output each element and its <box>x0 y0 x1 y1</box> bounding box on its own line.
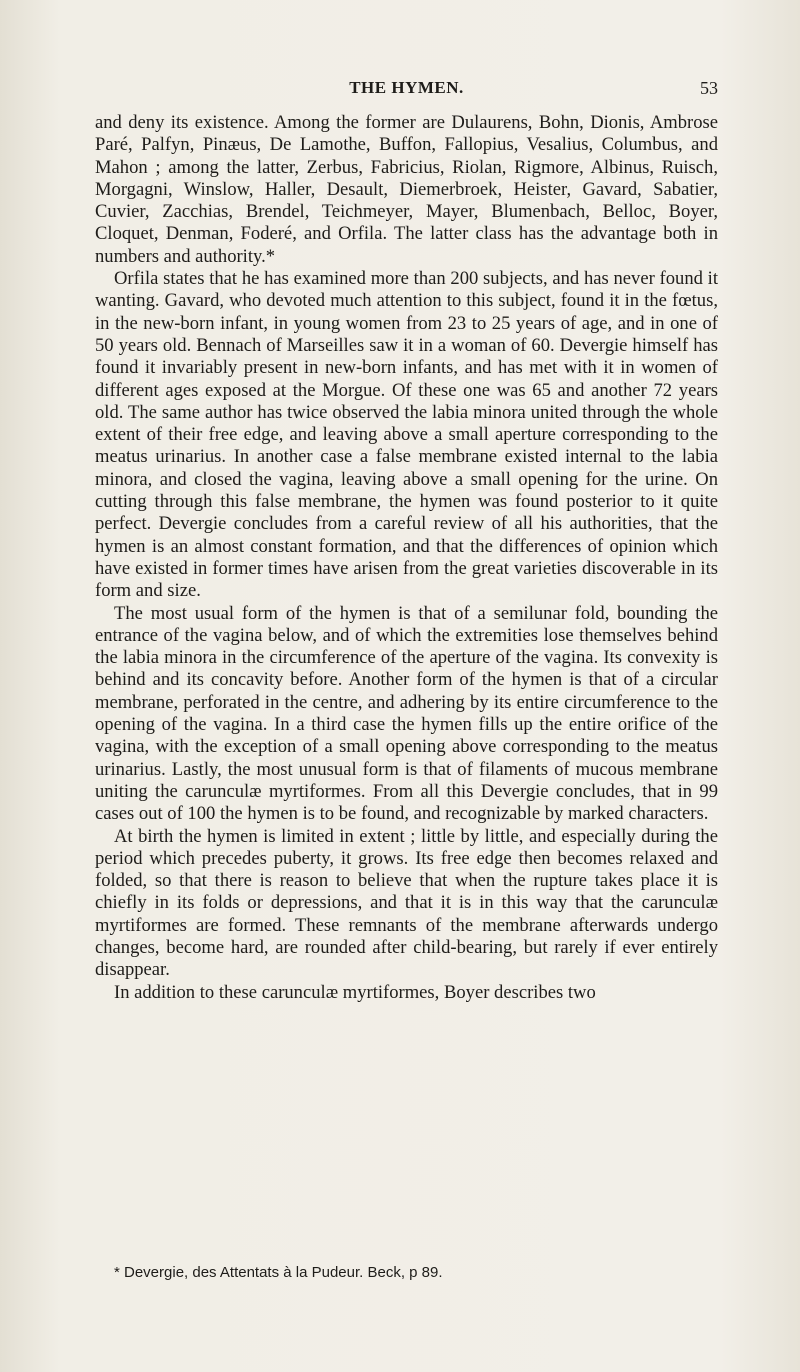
footnote: * Devergie, des Attentats à la Pudeur. Beck, p 89. <box>114 1264 443 1281</box>
paragraph-continuation: and deny its existence. Among the former are Dulaurens, Bohn, Dionis, Ambrose Paré, Palfyn, Pinæus, De Lamothe, Buffon, Fallopius, Vesalius, Columbus, and Mahon ; among the latter, Zerbus, Fabricius, Riolan, Rigmore, Albinus, Ruisch, Morgagni, Winslow, Haller, Desault, Diemerbroek, Heister, Gavard, Sabatier, Cuvier, Zacchias, Brendel, Teichmeyer, Mayer, Blumenbach, Belloc, Boyer, Cloquet, Denman, Foderé, and Orfila. The latter class has the advantage both in numbers and authority.* <box>95 112 718 267</box>
paragraph-usual-form: The most usual form of the hymen is that of a semilunar fold, bounding the entrance of the vagina below, and of which the extremities lose themselves behind the labia minora in the circumference of the aperture of the vagina. Its convexity is behind and its concavity before. Another form of the hymen is that of a circular membrane, perforated in the centre, and adhering by its entire circumference to the opening of the vagina. In a third case the hymen fills up the entire orifice of the vagina, with the exception of a small opening above corresponding to the meatus urinarius. Lastly, the most unusual form is that of filaments of mucous membrane uniting the carunculæ myrtiformes. From all this Devergie concludes, that in 99 cases out of 100 the hymen is to be found, and recognizable by marked characters. <box>95 602 718 825</box>
running-header <box>95 78 718 102</box>
page-number: 53 <box>700 78 718 98</box>
paragraph-at-birth: At birth the hymen is limited in extent ; little by little, and especially during the period which precedes puberty, it grows. Its free edge then becomes relaxed and folded, so that there is reason to believe that when the rupture takes place it is chiefly in its folds or depressions, and that it is in this way that the carunculæ myrtiformes are formed. These remnants of the membrane afterwards undergo changes, become hard, are rounded after child-bearing, but rarely if ever entirely disappear. <box>95 825 718 981</box>
paragraph-in-addition: In addition to these carunculæ myrtiformes, Boyer describes two <box>114 981 596 1003</box>
body-text <box>95 112 718 1004</box>
page-title: THE HYMEN. <box>349 78 464 97</box>
paragraph-orfila: Orfila states that he has examined more than 200 subjects, and has never found it wanting. Gavard, who devoted much attention to this subject, found it in the fœtus, in the new-born infant, in young women from 23 to 25 years of age, and in one of 50 years old. Bennach of Marseilles saw it in a woman of 60. Devergie himself has found it invariably present in new-born infants, and has met with it in women of different ages exposed at the Morgue. Of these one was 65 and another 72 years old. The same author has twice observed the labia minora united through the whole extent of their free edge, and leaving above a small aperture corresponding to the meatus urinarius. In another case a false membrane existed internal to the labia minora, and closed the vagina, leaving above a small opening for the urine. On cutting through this false membrane, the hymen was found posterior to it quite perfect. Devergie concludes from a careful review of all his authorities, that the hymen is an almost constant formation, and that the differences of opinion which have existed in former times have arisen from the great varieties discoverable in its form and size. <box>95 268 718 602</box>
